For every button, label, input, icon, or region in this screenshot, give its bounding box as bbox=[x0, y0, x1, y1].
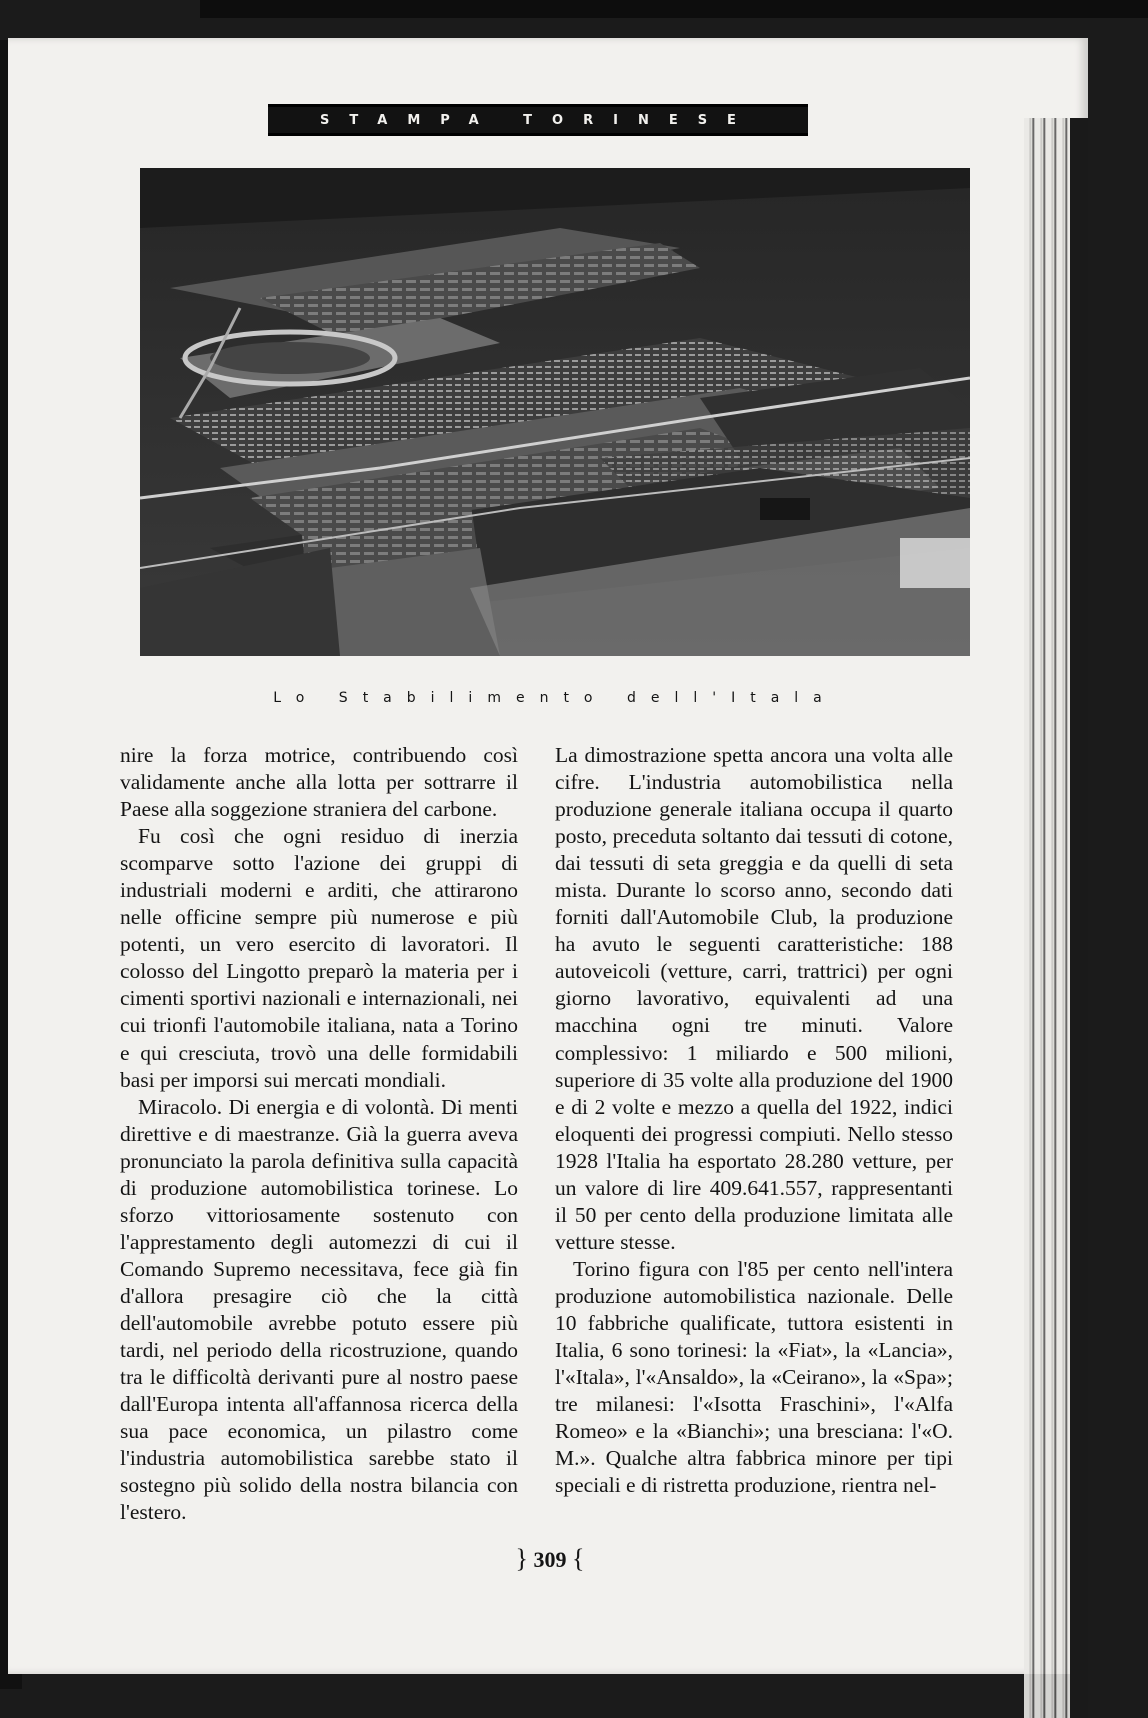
right-paragraph-2: Torino figura con l'85 per cento nell'intera produzione automobilistica nazionale. Delle 10 fabbriche qualificate, tuttora esistenti in Italia, 6 sono torinesi: la «Fiat», la «Lancia», l'«Itala», l'«Ansaldo», la «Ceirano», la «Spa»; tre milanesi: l'«Isotta Fraschini», l'«Alfa Romeo» e la «Bianchi»; una bresciana: l'«O. M.». Qualche altra fabbrica minore per tipi speciali e di ristretta produzione, rientra nel- bbox=[555, 1256, 953, 1498]
factory-photo bbox=[140, 168, 970, 656]
page-number bbox=[480, 1544, 620, 1574]
folio-left-ornament: } bbox=[515, 1544, 528, 1573]
page-edge-shadow bbox=[1070, 118, 1088, 1718]
page-number-text: 309 bbox=[533, 1547, 567, 1572]
left-text-column bbox=[120, 742, 518, 1526]
left-paragraph-1: nire la forza motrice, contribuendo così validamente anche alla lotta per sottrarre il Paese alla soggezione straniera del carbone. bbox=[120, 743, 518, 822]
left-paragraph-3: Miracolo. Di energia e di volontà. Di menti direttive e di maestranze. Già la guerra aveva pronunciato la parola definitiva sulla capacità di produzione automobilistica torinese. Lo sforzo vittoriosamente sostenuto con l'apprestamento degli automezzi di cui il Comando Supremo necessitava, fece già fin d'allora presagire ciò che la città dell'automobile avrebbe potuto essere più tardi, nel periodo della ricostruzione, quando tra le difficoltà derivanti pure al nostro paese dall'Europa intenta all'affannosa ricerca della sua pace economica, un pilastro come l'industria automobilistica sarebbe stato il sostegno più solido della nostra bilancia con l'estero. bbox=[120, 1094, 518, 1525]
folio-right-ornament: { bbox=[572, 1544, 585, 1573]
left-paragraph-2: Fu così che ogni residuo di inerzia scomparve sotto l'azione dei gruppi di industriali moderni e arditi, che attirarono nelle officine sempre più numerose e più potenti, un vero esercito di lavoratori. Il colosso del Lingotto preparò la materia per i cimenti sportivi nazionali e internazionali, nei cui trionfi l'automobile italiana, nata a Torino e qui cresciuta, trovò una delle formidabili basi per imporsi sui mercati mondiali. bbox=[120, 824, 518, 1092]
scan-top-shadow bbox=[200, 0, 1148, 18]
right-text-column bbox=[555, 742, 953, 1499]
running-header-text: STAMPA TORINESE bbox=[320, 112, 756, 128]
aerial-factory-photo-image bbox=[140, 168, 970, 656]
photo-caption: Lo Stabilimento dell'Itala bbox=[273, 690, 837, 706]
right-paragraph-1: La dimostrazione spetta ancora una volta alle cifre. L'industria automobilistica nella produzione generale italiana occupa il quarto posto, preceduta soltanto dai tessuti di cotone, dai tessuti di seta greggia e da quelli di seta mista. Durante lo scorso anno, secondo dati forniti dall'Automobile Club, la produzione ha avuto le seguenti caratteristiche: 188 autoveicoli (vetture, carri, trattrici) per ogni giorno lavorativo, equivalenti ad una macchina ogni tre minuti. Valore complessivo: 1 miliardo e 500 milioni, superiore di 35 volte alla produzione del 1900 e di 2 volte e mezzo a quella del 1922, indici eloquenti dei progressi compiuti. Nello stesso 1928 l'Italia ha esportato 28.280 vetture, per un valore di lire 409.641.557, rappresentanti il 50 per cento della produzione limitata alle vetture stesse. bbox=[555, 743, 953, 1254]
running-header bbox=[268, 104, 808, 136]
